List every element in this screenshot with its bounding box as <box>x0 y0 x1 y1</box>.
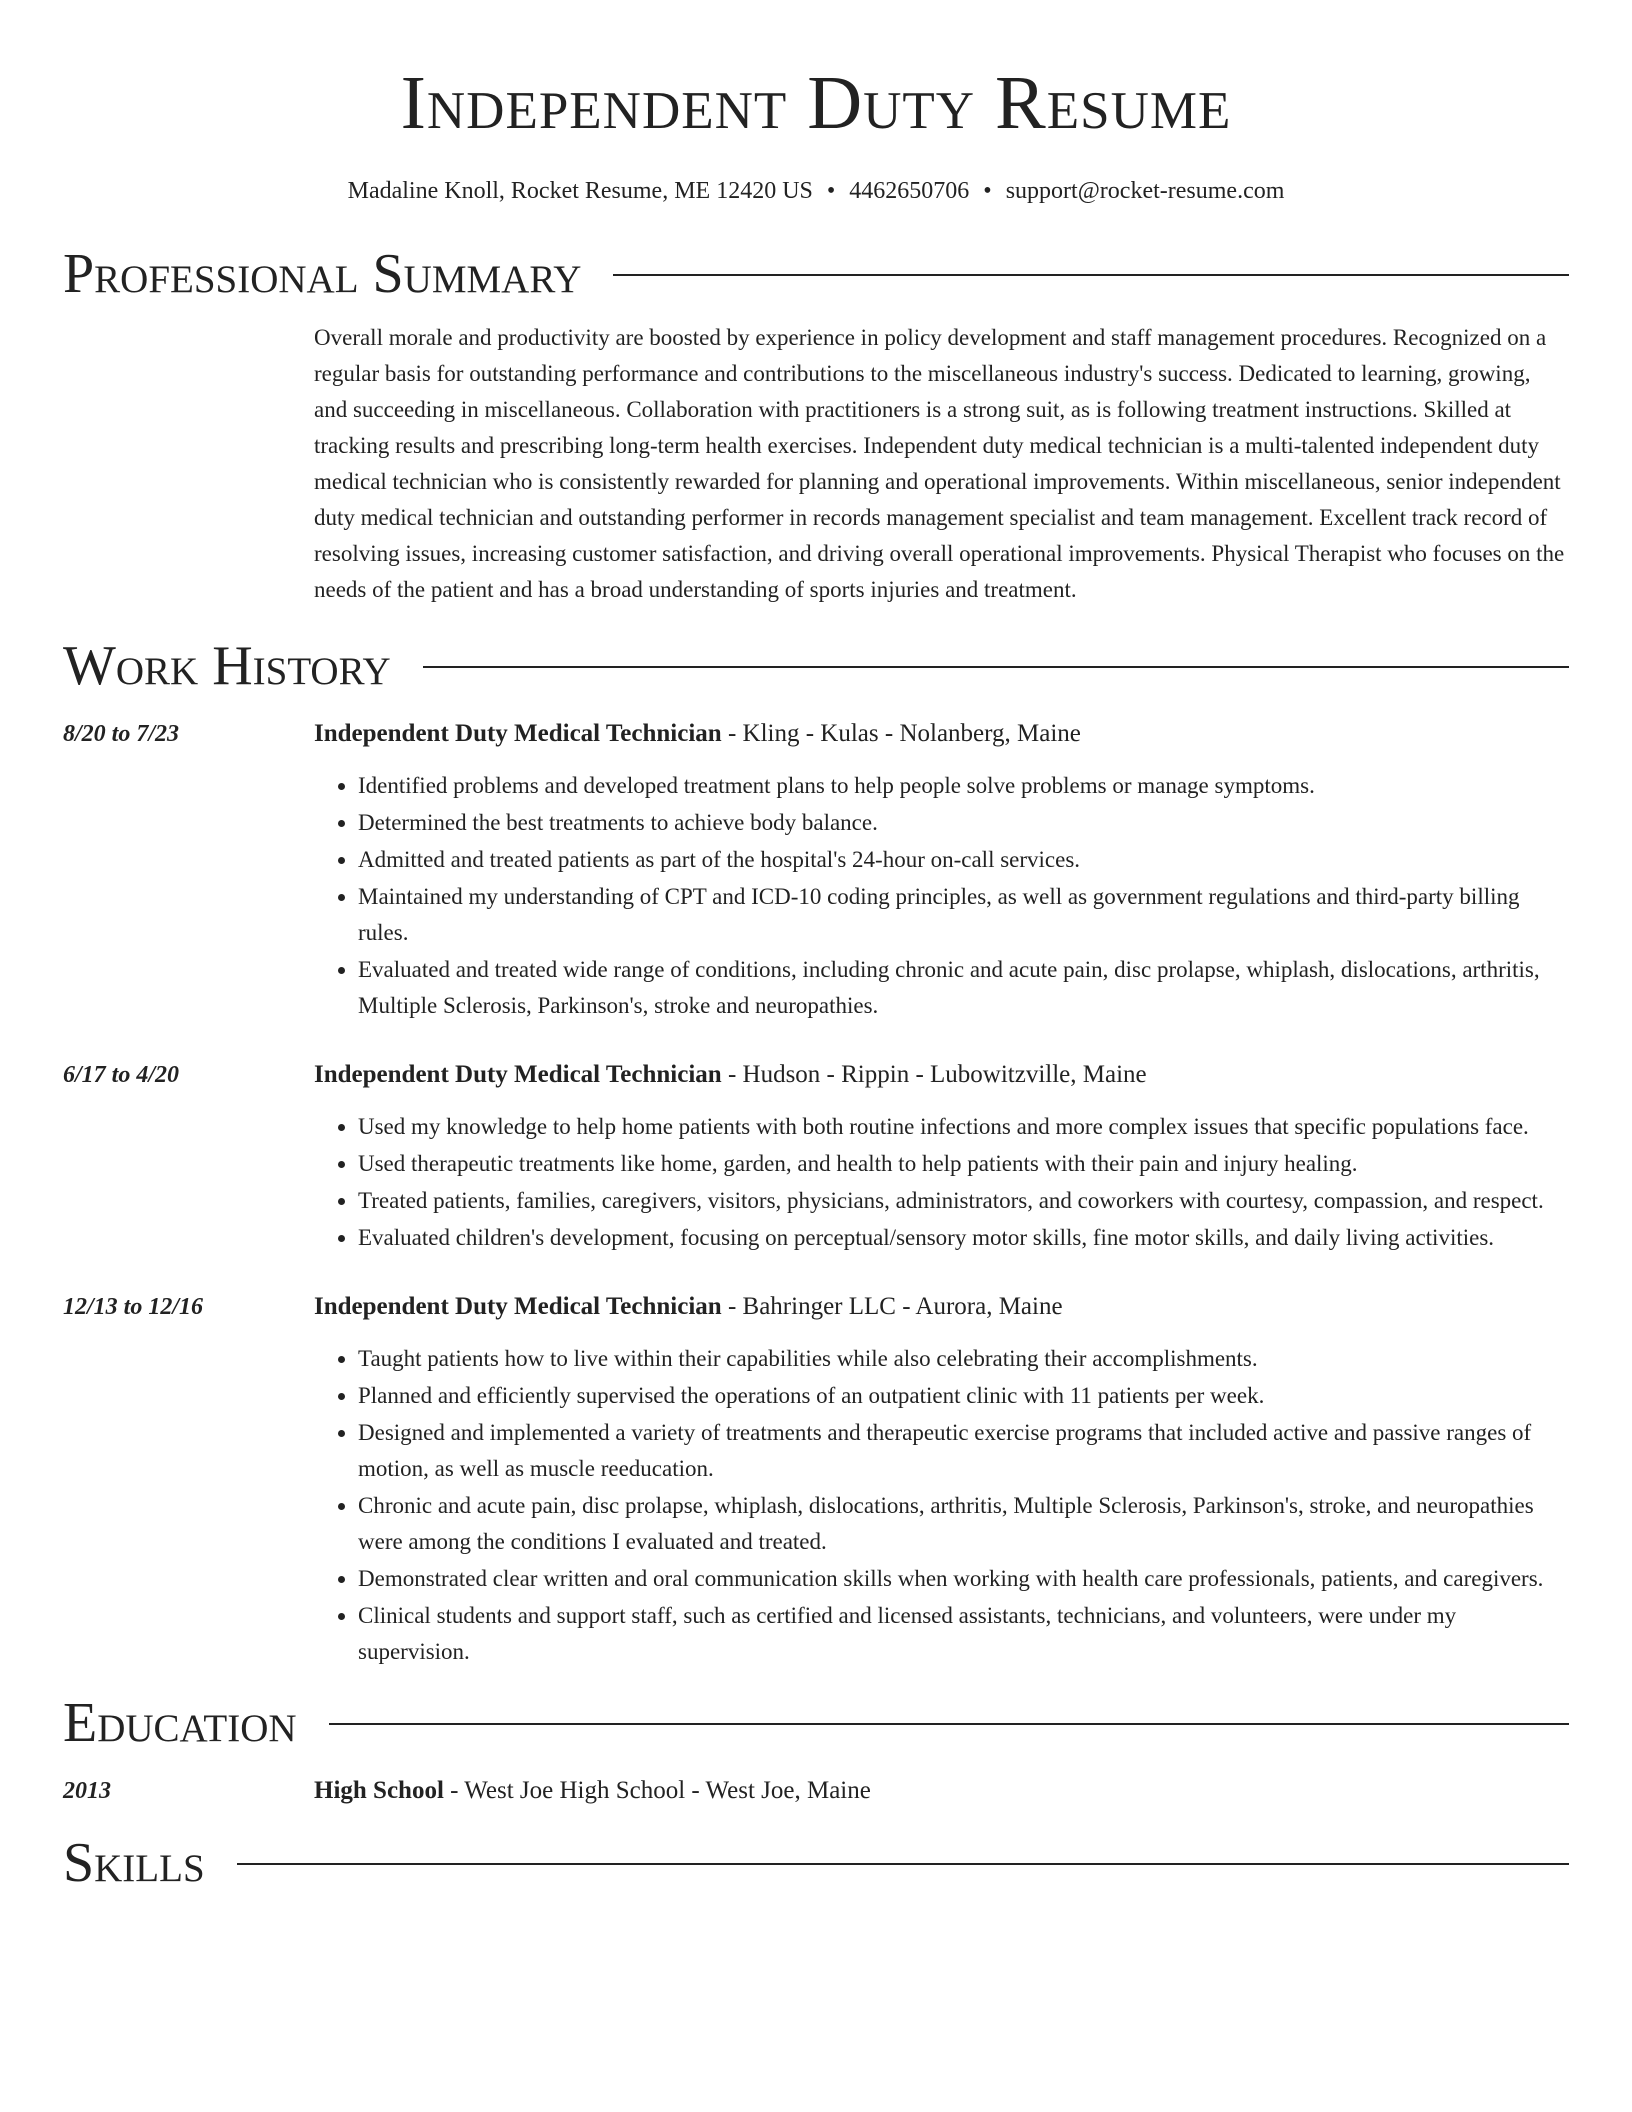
education-date: 2013 <box>63 1778 111 1804</box>
job-employer: - Kling - Kulas - Nolanberg, Maine <box>721 720 1081 747</box>
section-rule <box>613 274 1569 276</box>
section-header-summary <box>63 242 1569 306</box>
job-bullet: • Identified problems and developed treatment plans to help people solve problems or manage symptoms. <box>358 768 1569 804</box>
job-bullet: • Used my knowledge to help home patients with both routine infections and more complex issues that specific populations face. <box>358 1109 1569 1145</box>
education-degree: High School <box>314 1777 444 1804</box>
contact-address: Madaline Knoll, Rocket Resume, ME 12420 US <box>347 178 813 204</box>
job-bullet: • Taught patients how to live within their capabilities while also celebrating their accomplishments. <box>358 1341 1569 1377</box>
job-heading <box>314 1057 1569 1093</box>
education-school: - West Joe High School - West Joe, Maine <box>443 1777 871 1804</box>
contact-separator: • <box>983 178 992 204</box>
section-title-work: Work History <box>63 635 391 697</box>
job-heading <box>314 1289 1569 1325</box>
contact-phone: 4462650706 <box>849 178 970 204</box>
job-body <box>314 1289 1569 1671</box>
section-rule <box>237 1863 1569 1865</box>
job-employer: - Bahringer LLC - Aurora, Maine <box>721 1293 1063 1320</box>
contact-line <box>63 176 1569 206</box>
job-bullet: • Planned and efficiently supervised the operations of an outpatient clinic with 11 patients per week. <box>358 1378 1569 1414</box>
job-body <box>314 716 1569 1025</box>
job-bullets <box>314 1341 1569 1670</box>
job-bullet: • Chronic and acute pain, disc prolapse, whiplash, dislocations, arthritis, Multiple Sclerosis, Parkinson's, stroke, and neuropathies were among the conditions I evaluated and treated. <box>358 1488 1569 1560</box>
section-header-education <box>63 1691 1569 1755</box>
job-bullet: • Clinical students and support staff, such as certified and licensed assistants, technicians, and volunteers, were under my supervision. <box>358 1598 1569 1670</box>
job-body <box>314 1057 1569 1257</box>
job-bullet: • Maintained my understanding of CPT and ICD-10 coding principles, as well as government regulations and third-party billing rules. <box>358 879 1569 951</box>
job-bullets <box>314 768 1569 1024</box>
section-rule <box>423 666 1569 668</box>
job-employer: - Hudson - Rippin - Lubowitzville, Maine <box>721 1061 1147 1088</box>
job-title: Independent Duty Medical Technician <box>314 1061 722 1088</box>
education-body <box>314 1773 871 1809</box>
section-title-summary: Professional Summary <box>63 243 582 305</box>
section-rule <box>329 1723 1569 1725</box>
job-title: Independent Duty Medical Technician <box>314 1293 722 1320</box>
job-bullet: • Evaluated children's development, focusing on perceptual/sensory motor skills, fine motor skills, and daily living activities. <box>358 1220 1569 1256</box>
job-bullet: • Used therapeutic treatments like home, garden, and health to help patients with their pain and injury healing. <box>358 1146 1569 1182</box>
job-bullet: • Demonstrated clear written and oral communication skills when working with health care professionals, patients, and caregivers. <box>358 1561 1569 1597</box>
contact-email: support@rocket-resume.com <box>1005 178 1285 204</box>
job-bullets <box>314 1109 1569 1256</box>
job-title: Independent Duty Medical Technician <box>314 720 722 747</box>
job-bullet: • Treated patients, families, caregivers, visitors, physicians, administrators, and coworkers with courtesy, compassion, and respect. <box>358 1183 1569 1219</box>
job-dates: 12/13 to 12/16 <box>63 1294 204 1320</box>
contact-separator: • <box>826 178 836 204</box>
section-title-skills: Skills <box>63 1832 205 1894</box>
job-entry <box>63 1289 1569 1671</box>
job-bullet: • Determined the best treatments to achieve body balance. <box>358 805 1569 841</box>
education-entry <box>63 1773 1569 1809</box>
job-bullet: • Admitted and treated patients as part of the hospital's 24-hour on-call services. <box>358 842 1569 878</box>
resume-title: Independent Duty Resume <box>400 61 1232 145</box>
section-title-education: Education <box>63 1692 297 1754</box>
job-heading <box>314 716 1569 752</box>
job-dates: 8/20 to 7/23 <box>63 721 180 747</box>
job-dates: 6/17 to 4/20 <box>63 1062 180 1088</box>
job-bullet: • Evaluated and treated wide range of conditions, including chronic and acute pain, disc prolapse, whiplash, dislocations, arthritis, Multiple Sclerosis, Parkinson's, stroke and neuropathies. <box>358 952 1569 1024</box>
job-entry <box>63 1057 1569 1257</box>
section-header-skills <box>63 1831 1569 1895</box>
job-bullet: • Designed and implemented a variety of treatments and therapeutic exercise programs that included active and passive ranges of motion, as well as muscle reeducation. <box>358 1415 1569 1487</box>
summary-text: Overall morale and productivity are boosted by experience in policy development and staff management procedures. Recognized on a regular basis for outstanding performance and contributions to the miscellaneous industry's success. Dedicated to learning, growing, and succeeding in miscellaneous. Collaboration with practitioners is a strong suit, as is following treatment instructions. Skilled at tracking results and prescribing long-term health exercises. Independent duty medical technician is a multi-talented independent duty medical technician who is consistently rewarded for planning and operational improvements. Within miscellaneous, senior independent duty medical technician and outstanding performer in records management specialist and team management. Excellent track record of resolving issues, increasing customer satisfaction, and driving overall operational improvements. Physical Therapist who focuses on the needs of the patient and has a broad understanding of sports injuries and treatment. <box>314 325 1565 602</box>
section-header-work <box>63 634 1569 698</box>
job-entry <box>63 716 1569 1025</box>
